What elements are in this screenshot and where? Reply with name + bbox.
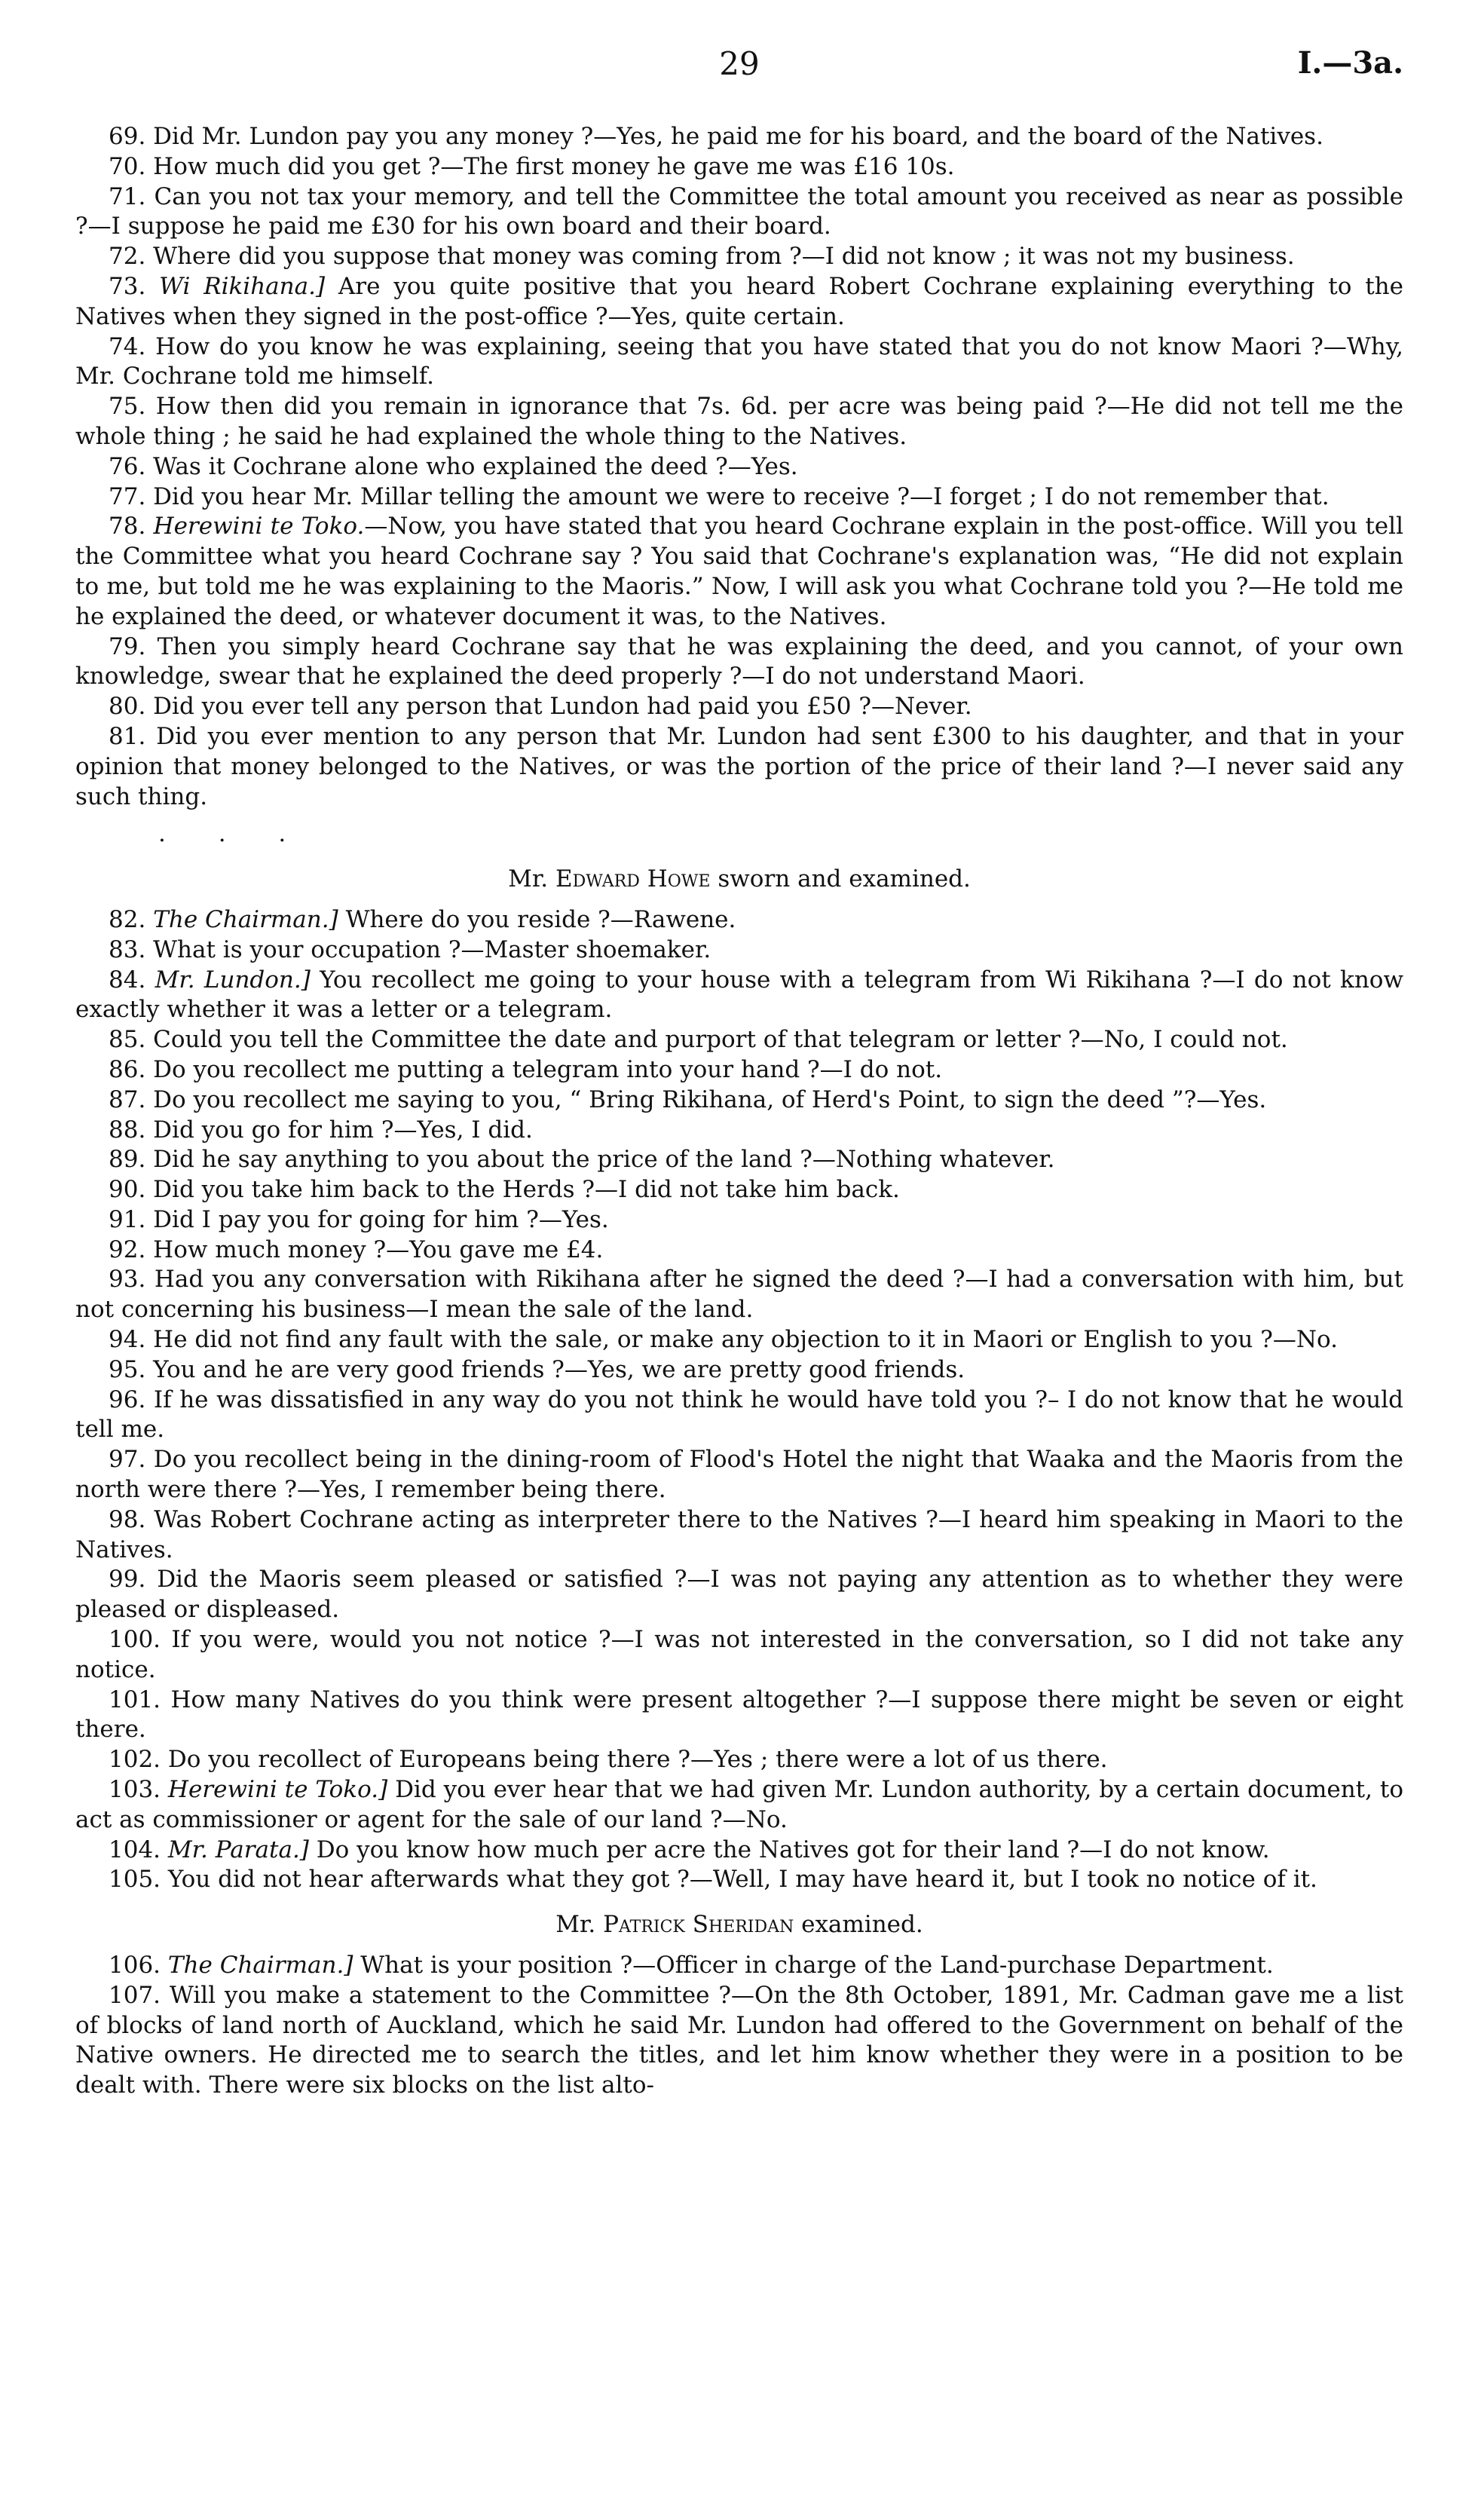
question-text: If he was dissatisfied in any way do you not think he would have told you ?– I do not know that he would tell me. [75, 1386, 1403, 1444]
question-text: Did you ever hear that we had given Mr. Lundon authority, by a certain document, to act as commissioner or agent for the sale of our land ?—No. [75, 1776, 1404, 1833]
question-number: 85 [109, 1026, 139, 1054]
witness-heading-sheridan [75, 1910, 1403, 1940]
question-number: 107 [109, 1981, 154, 2009]
question-number: 87 [109, 1085, 139, 1113]
question-number: 88 [109, 1116, 139, 1144]
question-95: 95. You and he are very good friends ?—Yes, we are pretty good friends. [109, 1355, 965, 1383]
question-number: 71 [109, 182, 139, 210]
question-text: Where do you reside ?—Rawene. [345, 905, 736, 933]
question-text: Was Robert Cochrane acting as interpreter there to the Natives ?—I heard him speaking in Maori to the Natives. [75, 1505, 1403, 1563]
question-text: Do you recollect of Europeans being there ?—Yes ; there were a lot of us there. [167, 1746, 1108, 1774]
question-text: Did you hear Mr. Millar telling the amount we were to receive ?—I forget ; I do not remember that. [153, 482, 1330, 510]
question-text: How do you know he was explaining, seeing that you have stated that you do not know Maori ?—Why, Mr. Cochrane told me himself. [75, 332, 1403, 390]
question-text: You and he are very good friends ?—Yes, we are pretty good friends. [153, 1355, 965, 1383]
question-72: 72. Where did you suppose that money was coming from ?—I did not know ; it was not my business. [109, 243, 1295, 271]
question-number: 89 [109, 1146, 139, 1174]
question-text: Do you know how much per acre the Natives got for their land ?—I do not know. [316, 1836, 1270, 1863]
question-89: 89. Did he say anything to you about the price of the land ?—Nothing whatever. [109, 1146, 1055, 1174]
question-text: Did I pay you for going for him ?—Yes. [153, 1205, 609, 1233]
witness-name: Patrick Sheridan [603, 1911, 794, 1939]
question-100: 100. If you were, would you not notice ?—I was not interested in the conversation, so I did not take any notice. [75, 1626, 1403, 1683]
question-text: Will you make a statement to the Committee ?—On the 8th October, 1891, Mr. Cadman gave me a list of blocks of land north of Auckland, which he said Mr. Lundon had offered to the Government on behalf of the Native owners. He directed me to search the titles, and let him know whether they were in a position to be dealt with. There were six blocks on the list alto- [75, 1981, 1404, 2099]
question-number: 94 [109, 1326, 139, 1354]
page-header [75, 45, 1403, 90]
question-number: 102 [109, 1746, 154, 1774]
question-number: 83 [109, 935, 139, 963]
question-number: 92 [109, 1236, 139, 1263]
speaker: Mr. Lundon.] [155, 966, 311, 994]
testimony-block-3 [75, 1951, 1403, 2101]
question-text: Did you ever mention to any person that Mr. Lundon had sent £300 to his daughter, and that in your opinion that money belonged to the Natives, or was the portion of the price of their land ?—I never said any such thing. [75, 722, 1403, 810]
question-number: 99 [109, 1566, 139, 1594]
question-text: Could you tell the Committee the date and purport of that telegram or letter ?—No, I could not. [153, 1026, 1288, 1054]
question-text: How many Natives do you think were present altogether ?—I suppose there might be seven or eight there. [75, 1686, 1403, 1744]
question-98: 98. Was Robert Cochrane acting as interpreter there to the Natives ?—I heard him speaking in Maori to the Natives. [75, 1505, 1403, 1563]
question-text: He did not find any fault with the sale, or make any objection to it in Maori or English to you ?—No. [153, 1326, 1338, 1354]
question-text: Was it Cochrane alone who explained the deed ?—Yes. [153, 452, 798, 480]
question-number: 72 [109, 243, 139, 271]
question-number: 77 [109, 482, 139, 510]
question-number: 101 [109, 1686, 154, 1713]
witness-heading-howe [75, 865, 1403, 895]
question-number: 98 [109, 1505, 139, 1533]
question-106: 106. The Chairman.] What is your position ?—Officer in charge of the Land-purchase Department. [109, 1952, 1274, 1980]
question-text: Had you any conversation with Rikihana after he signed the deed ?—I had a conversation with him, but not concerning his business—I mean the sale of the land. [75, 1266, 1403, 1324]
question-105: 105. You did not hear afterwards what they got ?—Well, I may have heard it, but I took no notice of it. [109, 1866, 1317, 1894]
question-number: 80 [109, 693, 139, 721]
question-82: 82. The Chairman.] Where do you reside ?—Rawene. [109, 905, 736, 933]
question-number: 90 [109, 1176, 139, 1204]
question-text: Where did you suppose that money was coming from ?—I did not know ; it was not my business. [153, 243, 1295, 271]
question-number: 106 [109, 1952, 154, 1980]
testimony-block-2 [75, 905, 1403, 1895]
question-number: 70 [109, 152, 139, 180]
witness-name: Edward Howe [555, 865, 711, 893]
question-number: 74 [109, 332, 139, 360]
question-number: 105 [109, 1866, 154, 1894]
witness-prefix: Mr. [555, 1911, 596, 1939]
question-83: 83. What is your occupation ?—Master shoemaker. [109, 935, 711, 963]
question-number: 73 [109, 272, 139, 300]
question-text: What is your occupation ?—Master shoemaker. [153, 935, 711, 963]
question-87: 87. Do you recollect me saying to you, “ Bring Rikihana, of Herd's Point, to sign the deed ”?—Yes. [109, 1085, 1267, 1113]
witness-suffix: examined. [801, 1911, 923, 1939]
question-92: 92. How much money ?—You gave me £4. [109, 1236, 604, 1263]
question-70: 70. How much did you get ?—The first money he gave me was £16 10s. [109, 152, 955, 180]
question-71: 71. Can you not tax your memory, and tell the Committee the total amount you received as near as possible ?—I suppose he paid me £30 for his own board and their board. [75, 182, 1403, 240]
witness-prefix: Mr. [508, 865, 549, 893]
question-94: 94. He did not find any fault with the sale, or make any objection to it in Maori or English to you ?—No. [109, 1326, 1338, 1354]
question-90: 90. Did you take him back to the Herds ?—I did not take him back. [109, 1176, 900, 1204]
speaker: The Chairman.] [153, 905, 338, 933]
question-107: 107. Will you make a statement to the Committee ?—On the 8th October, 1891, Mr. Cadman gave me a list of blocks of land north of Auckland, which he said Mr. Lundon had offered to the Government on behalf of the Native owners. He directed me to search the titles, and let him know whether they were in a position to be dealt with. There were six blocks on the list alto- [75, 1981, 1404, 2099]
question-99: 99. Did the Maoris seem pleased or satisfied ?—I was not paying any attention as to whether they were pleased or displeased. [75, 1566, 1403, 1624]
question-text: Then you simply heard Cochrane say that he was explaining the deed, and you cannot, of your own knowledge, swear that he explained the deed properly ?—I do not understand Maori. [75, 632, 1403, 690]
question-text: Do you recollect being in the dining-room of Flood's Hotel the night that Waaka and the Maoris from the north were there ?—Yes, I remember being there. [75, 1446, 1403, 1504]
question-69: 69. Did Mr. Lundon pay you any money ?—Yes, he paid me for his board, and the board of the Natives. [109, 123, 1323, 150]
testimony-block-1 [75, 122, 1403, 812]
question-text: How much money ?—You gave me £4. [153, 1236, 604, 1263]
question-97: 97. Do you recollect being in the dining-room of Flood's Hotel the night that Waaka and the Maoris from the north were there ?—Yes, I remember being there. [75, 1446, 1403, 1504]
document-reference: I.—3a. [1297, 45, 1403, 81]
question-85: 85. Could you tell the Committee the date and purport of that telegram or letter ?—No, I could not. [109, 1026, 1288, 1054]
question-number: 95 [109, 1355, 139, 1383]
question-number: 78 [109, 513, 139, 540]
question-number: 96 [109, 1386, 139, 1413]
question-text: Can you not tax your memory, and tell the Committee the total amount you received as near as possible ?—I suppose he paid me £30 for his own board and their board. [75, 182, 1403, 240]
question-number: 103 [109, 1776, 154, 1804]
question-103: 103. Herewini te Toko.] Did you ever hear that we had given Mr. Lundon authority, by a certain document, to act as commissioner or agent for the sale of our land ?—No. [75, 1776, 1404, 1833]
separator-dots: . . . [158, 820, 309, 848]
question-number: 93 [109, 1266, 139, 1294]
question-96: 96. If he was dissatisfied in any way do you not think he would have told you ?– I do not know that he would tell me. [75, 1386, 1403, 1444]
question-text: Do you recollect me saying to you, “ Bring Rikihana, of Herd's Point, to sign the deed ”?—Yes. [153, 1085, 1267, 1113]
question-91: 91. Did I pay you for going for him ?—Yes. [109, 1205, 609, 1233]
document-page [75, 45, 1403, 2480]
page-number: 29 [719, 45, 760, 82]
question-81: 81. Did you ever mention to any person that Mr. Lundon had sent £300 to his daughter, and that in your opinion that money belonged to the Natives, or was the portion of the price of their land ?—I never said any such thing. [75, 722, 1403, 810]
question-number: 69 [109, 123, 139, 150]
question-number: 81 [109, 722, 139, 750]
question-73: 73. Wi Rikihana.] Are you quite positive that you heard Robert Cochrane explaining everything to the Natives when they signed in the post-office ?—Yes, quite certain. [75, 272, 1403, 330]
question-84: 84. Mr. Lundon.] You recollect me going to your house with a telegram from Wi Rikihana ?—I do not know exactly whether it was a letter or a telegram. [75, 966, 1403, 1024]
question-text: —Now, you have stated that you heard Cochrane explain in the post-office. Will you tell the Committee what you heard Cochrane say ? You said that Cochrane's explanation was, “He did not explain to me, but told me he was explaining to the Maoris.” Now, I will ask you what Cochrane told you ?—He told me he explained the deed, or whatever document it was, to the Natives. [75, 513, 1403, 630]
witness-suffix: sworn and examined. [718, 865, 971, 893]
question-80: 80. Did you ever tell any person that Lundon had paid you £50 ?—Never. [109, 693, 972, 721]
question-93: 93. Had you any conversation with Rikihana after he signed the deed ?—I had a conversation with him, but not concerning his business—I mean the sale of the land. [75, 1266, 1403, 1324]
question-text: Did you go for him ?—Yes, I did. [153, 1116, 533, 1144]
question-104: 104. Mr. Parata.] Do you know how much per acre the Natives got for their land ?—I do not know. [109, 1836, 1270, 1863]
speaker: Wi Rikihana.] [159, 272, 326, 300]
question-74: 74. How do you know he was explaining, seeing that you have stated that you do not know Maori ?—Why, Mr. Cochrane told me himself. [75, 332, 1403, 390]
question-number: 97 [109, 1446, 139, 1474]
question-text: Did you ever tell any person that Lundon had paid you £50 ?—Never. [153, 693, 972, 721]
question-number: 104 [109, 1836, 154, 1863]
question-text: You did not hear afterwards what they got ?—Well, I may have heard it, but I took no notice of it. [167, 1866, 1317, 1894]
speaker: Mr. Parata.] [167, 1836, 309, 1863]
question-number: 91 [109, 1205, 139, 1233]
question-text: Did you take him back to the Herds ?—I did not take him back. [153, 1176, 900, 1204]
question-number: 76 [109, 452, 139, 480]
question-text: Are you quite positive that you heard Robert Cochrane explaining everything to the Natives when they signed in the post-office ?—Yes, quite certain. [75, 272, 1403, 330]
question-number: 75 [109, 393, 139, 421]
question-text: Did Mr. Lundon pay you any money ?—Yes, he paid me for his board, and the board of the Natives. [153, 123, 1323, 150]
question-88: 88. Did you go for him ?—Yes, I did. [109, 1116, 533, 1144]
question-75: 75. How then did you remain in ignorance that 7s. 6d. per acre was being paid ?—He did not tell me the whole thing ; he said he had explained the whole thing to the Natives. [75, 393, 1403, 450]
question-102: 102. Do you recollect of Europeans being there ?—Yes ; there were a lot of us there. [109, 1746, 1108, 1774]
question-79: 79. Then you simply heard Cochrane say that he was explaining the deed, and you cannot, of your own knowledge, swear that he explained the deed properly ?—I do not understand Maori. [75, 632, 1403, 690]
question-number: 82 [109, 905, 139, 933]
question-text: How then did you remain in ignorance that 7s. 6d. per acre was being paid ?—He did not tell me the whole thing ; he said he had explained the whole thing to the Natives. [75, 393, 1403, 450]
question-number: 84 [109, 966, 139, 994]
question-76: 76. Was it Cochrane alone who explained the deed ?—Yes. [109, 452, 798, 480]
question-text: Did he say anything to you about the price of the land ?—Nothing whatever. [153, 1146, 1055, 1174]
question-text: You recollect me going to your house with a telegram from Wi Rikihana ?—I do not know exactly whether it was a letter or a telegram. [75, 966, 1403, 1024]
question-text: What is your position ?—Officer in charge of the Land-purchase Department. [360, 1952, 1274, 1980]
question-text: If you were, would you not notice ?—I was not interested in the conversation, so I did not take any notice. [75, 1626, 1403, 1683]
question-text: How much did you get ?—The first money he gave me was £16 10s. [153, 152, 955, 180]
question-text: Did the Maoris seem pleased or satisfied ?—I was not paying any attention as to whether they were pleased or displeased. [75, 1566, 1403, 1624]
question-86: 86. Do you recollect me putting a telegram into your hand ?—I do not. [109, 1055, 943, 1083]
speaker: Herewini te Toko. [153, 513, 365, 540]
question-number: 79 [109, 632, 139, 660]
question-77: 77. Did you hear Mr. Millar telling the amount we were to receive ?—I forget ; I do not remember that. [109, 482, 1330, 510]
question-text: Do you recollect me putting a telegram into your hand ?—I do not. [153, 1055, 943, 1083]
question-78: 78. Herewini te Toko.—Now, you have stated that you heard Cochrane explain in the post-office. Will you tell the Committee what you heard Cochrane say ? You said that Cochrane's explanation was, “He did not explain to me, but told me he was explaining to the Maoris.” Now, I will ask you what Cochrane told you ?—He told me he explained the deed, or whatever document it was, to the Natives. [75, 513, 1403, 630]
speaker: The Chairman.] [167, 1952, 353, 1980]
speaker: Herewini te Toko.] [167, 1776, 388, 1804]
question-101: 101. How many Natives do you think were present altogether ?—I suppose there might be seven or eight there. [75, 1686, 1403, 1744]
question-number: 100 [109, 1626, 154, 1654]
question-number: 86 [109, 1055, 139, 1083]
